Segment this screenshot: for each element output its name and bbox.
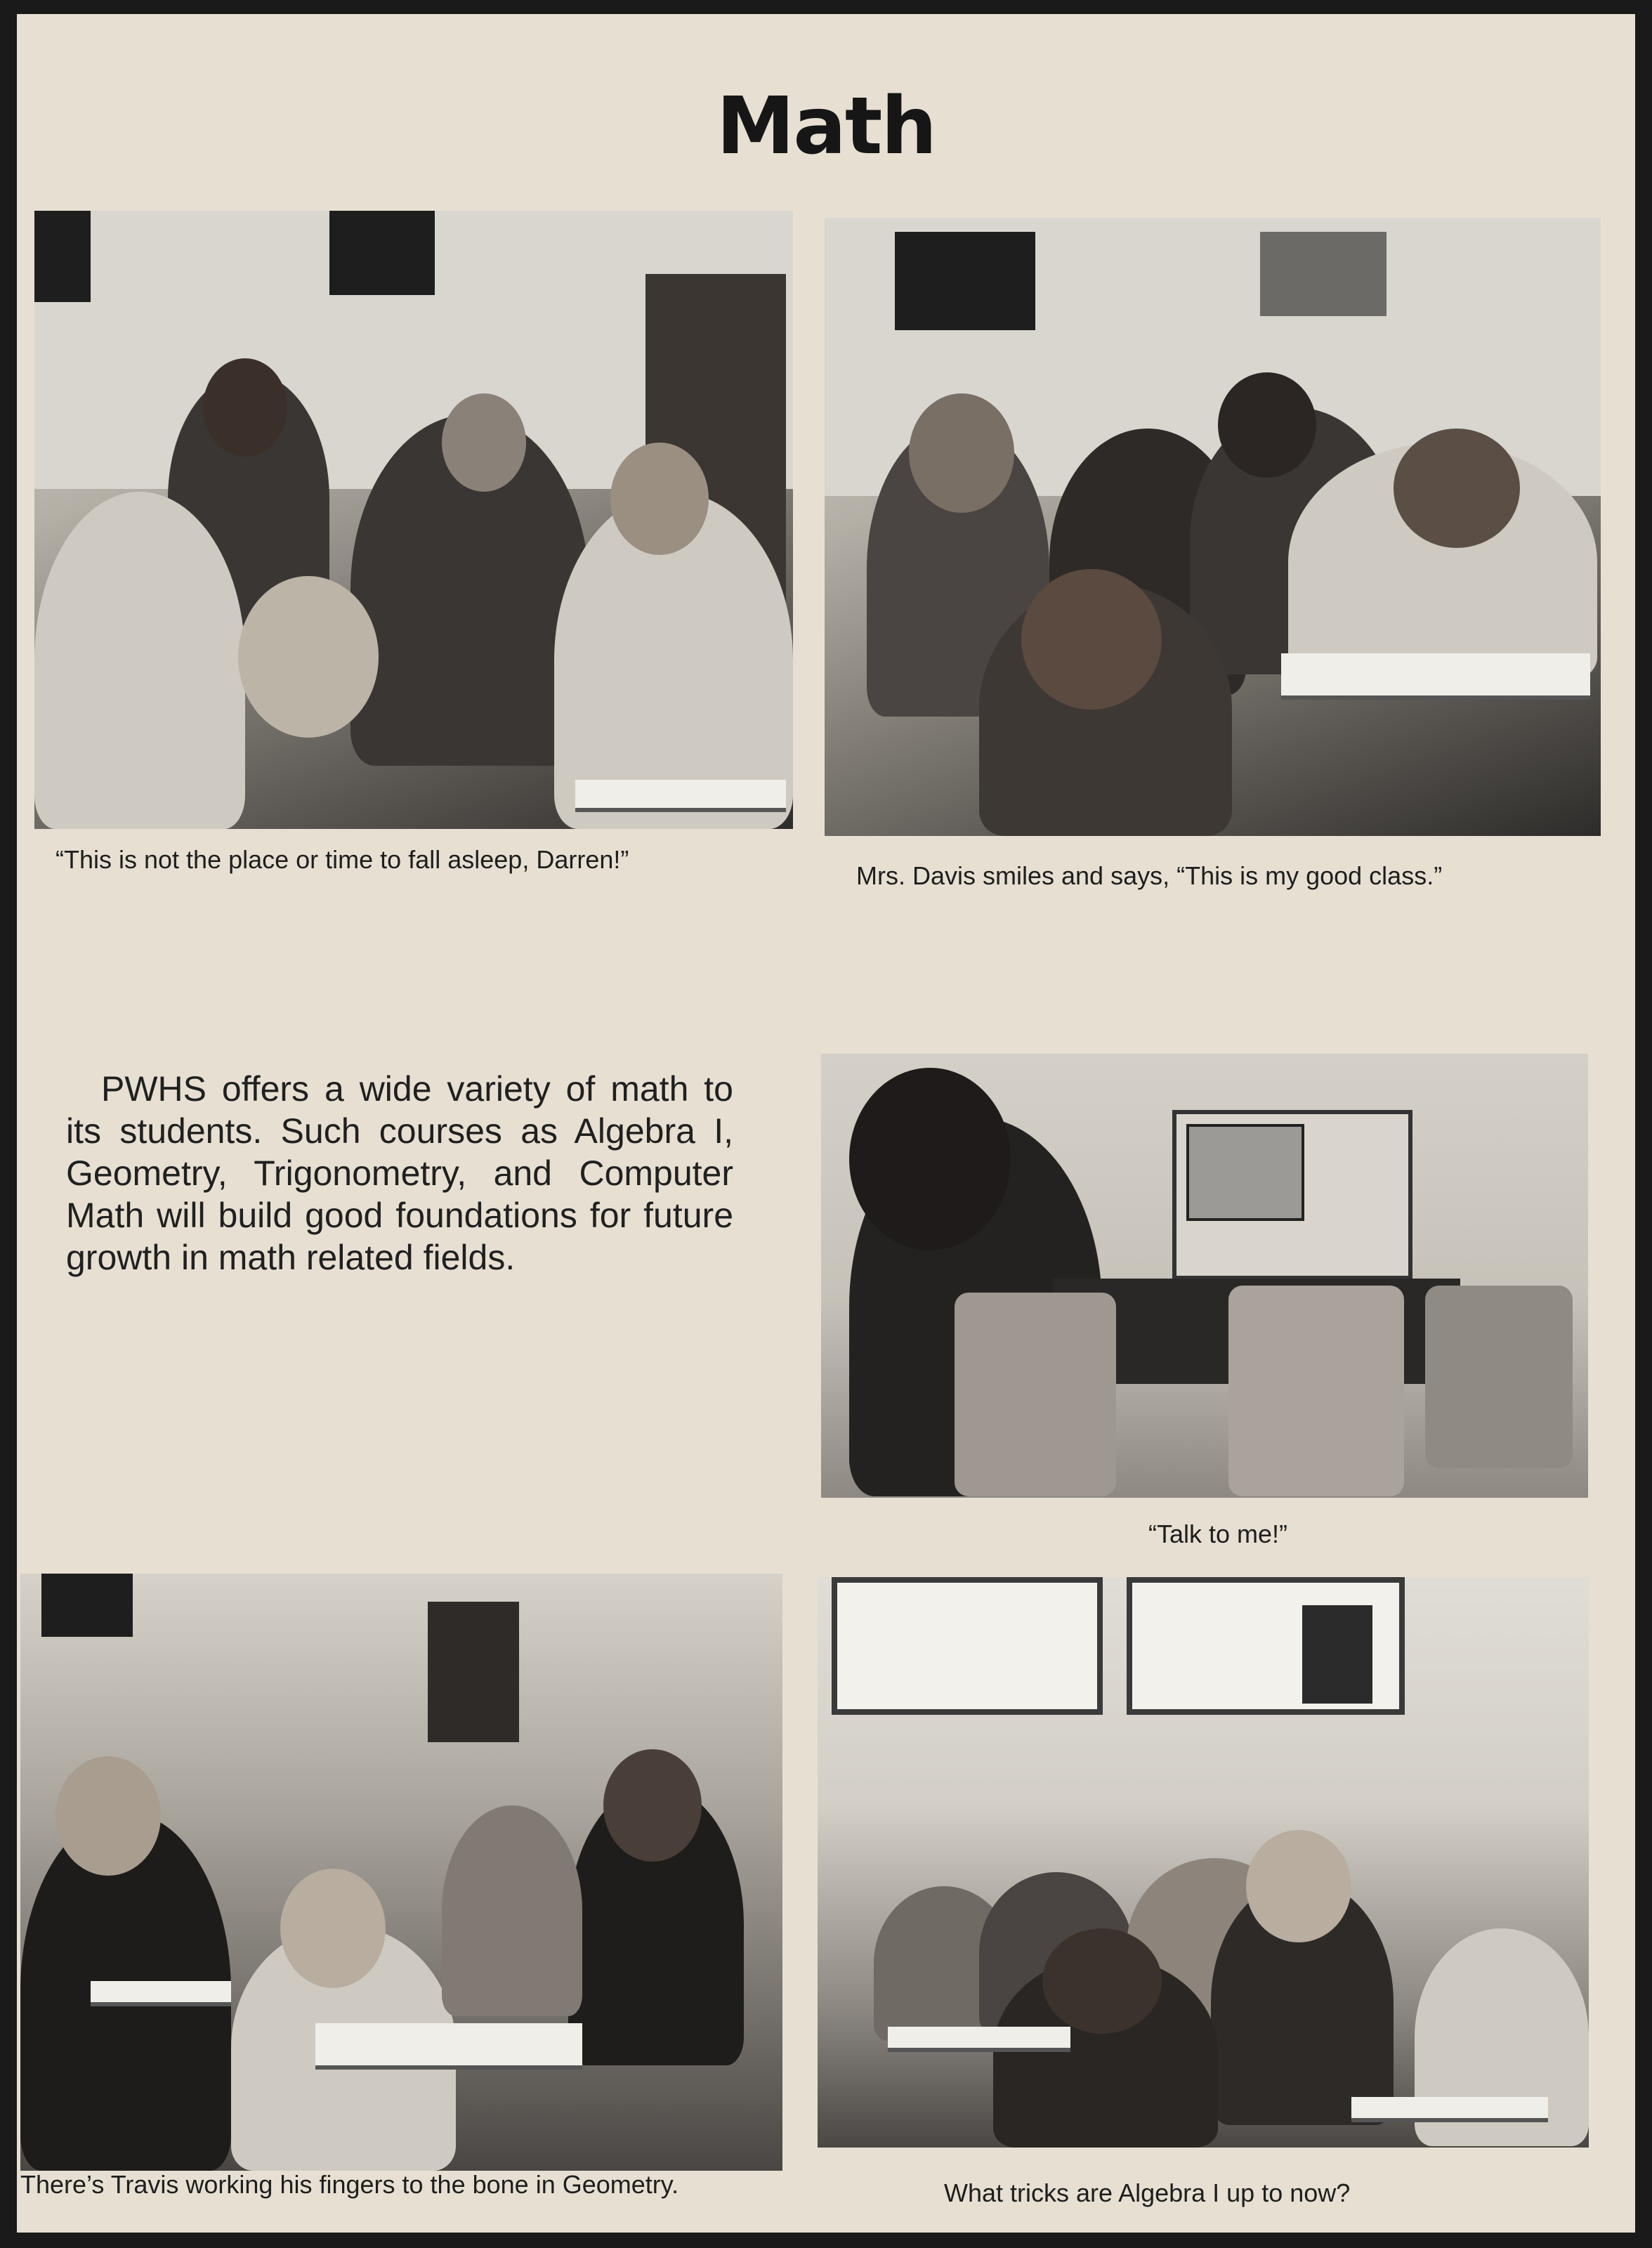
photo-classroom-algebra [818,1577,1589,2148]
photo-computer-student [821,1054,1588,1498]
photo-classroom-davis [825,218,1601,836]
caption-photo1: “This is not the place or time to fall asleep, Darren!” [55,845,629,874]
yearbook-page [17,14,1635,2233]
caption-photo4: There’s Travis working his fingers to the bone in Geometry. [20,2170,679,2199]
photo-classroom-travis [20,1574,782,2171]
caption-photo5: What tricks are Algebra I up to now? [944,2178,1351,2207]
photo-classroom-darren [34,211,793,829]
article-body-text: PWHS offers a wide variety of math to its students. Such courses as Algebra I, Geometry, Trigonometry, and Computer Math will build good foundations for future growth in math related fields. [66,1069,733,1277]
caption-photo2: Mrs. Davis smiles and says, “This is my good class.” [856,861,1443,890]
caption-photo3: “Talk to me!” [1148,1520,1288,1548]
page-title: Math [716,81,936,172]
